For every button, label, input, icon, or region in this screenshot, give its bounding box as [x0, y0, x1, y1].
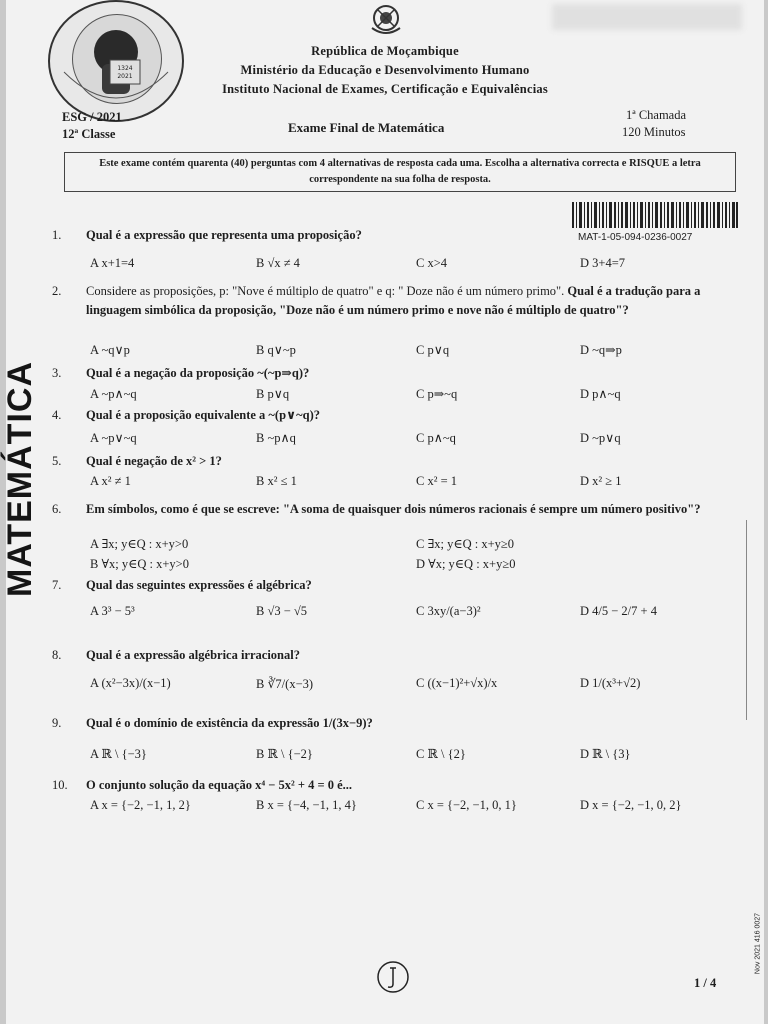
option-c[interactable]: C ∃x; y∈Q : x+y≥0 [416, 537, 515, 551]
national-emblem-icon [368, 2, 404, 38]
question-text: Qual é a tradução para a linguagem simbólica da proposição, "Doze não é um número primo e nove não é múltiplo de quatro"? [86, 284, 701, 317]
exam-duration: 120 Minutos [622, 125, 686, 139]
option-a[interactable]: A ~p∨~q [90, 431, 137, 445]
option-d[interactable]: D 3+4=7 [580, 256, 626, 270]
svg-text:2021: 2021 [117, 73, 133, 80]
republic-title: República de Moçambique [311, 44, 459, 58]
option-a[interactable]: A ∃x; y∈Q : x+y>0 [90, 537, 189, 551]
school-stamp [48, 0, 184, 122]
exam-title: Exame Final de Matemática [288, 120, 445, 135]
barcode-code: MAT-1-05-094-0236-0027 [578, 232, 693, 243]
page-number: 1 / 4 [694, 976, 717, 990]
margin-line [746, 520, 747, 720]
instructions-box [64, 152, 736, 192]
option-c[interactable]: C p⇒~q [416, 387, 458, 401]
option-b[interactable]: B x² ≤ 1 [256, 474, 297, 488]
option-a[interactable]: A 3³ − 5³ [90, 604, 135, 618]
option-c[interactable]: C ((x−1)²+√x)/x [416, 676, 498, 690]
subject-side-label: MATEMÁTICA [1, 361, 39, 597]
question-number: 5. [52, 454, 62, 468]
question-number: 6. [52, 502, 62, 516]
question-number: 9. [52, 716, 62, 730]
exam-page [1, 0, 764, 1024]
ministry-title: Ministério da Educação e Desenvolvimento Humano [240, 63, 530, 77]
institute-title: Instituto Nacional de Exames, Certificação e Equivalências [222, 82, 548, 96]
option-c[interactable]: C ℝ \ {2} [416, 747, 466, 761]
question-number: 4. [52, 408, 62, 422]
option-d[interactable]: D p∧~q [580, 387, 621, 401]
option-b[interactable]: B √3 − √5 [256, 604, 307, 618]
option-b[interactable]: B p∨q [256, 387, 290, 401]
question-text: Qual é negação de x² > 1? [86, 454, 222, 468]
question-number: 1. [52, 228, 62, 242]
option-a[interactable]: A x² ≠ 1 [90, 474, 131, 488]
option-d[interactable]: D ~p∨q [580, 431, 621, 445]
option-d[interactable]: D 4/5 − 2/7 + 4 [580, 604, 657, 618]
question-6 [52, 500, 752, 538]
question-2 [52, 282, 752, 342]
option-d[interactable]: D ℝ \ {3} [580, 747, 631, 761]
option-a[interactable]: A ℝ \ {−3} [90, 747, 147, 761]
question-number: 8. [52, 648, 62, 662]
option-c[interactable]: C p∧~q [416, 431, 456, 445]
stamp-figure-icon [50, 2, 182, 120]
edge-code: Nov 2021 416 0027 [754, 912, 762, 975]
option-c[interactable]: C p∨q [416, 343, 450, 357]
question-number: 7. [52, 578, 62, 592]
option-b[interactable]: B ℝ \ {−2} [256, 747, 313, 761]
question-number: 3. [52, 366, 62, 380]
option-c[interactable]: C x² = 1 [416, 474, 458, 488]
option-d[interactable]: D x = {−2, −1, 0, 2} [580, 798, 682, 812]
question-number: 2. [52, 284, 62, 298]
option-b[interactable]: B x = {−4, −1, 1, 4} [256, 798, 357, 812]
signature-icon [376, 960, 410, 994]
option-d[interactable]: D x² ≥ 1 [580, 474, 622, 488]
option-c[interactable]: C 3xy/(a−3)² [416, 604, 481, 618]
question-text: Qual é a expressão que representa uma proposição? [86, 228, 362, 242]
question-text: Qual é a expressão algébrica irracional? [86, 648, 300, 662]
question-text: Qual é a negação da proposição ~(~p⇒q)? [86, 366, 310, 380]
barcode-icon [572, 202, 738, 228]
option-c[interactable]: C x = {−2, −1, 0, 1} [416, 798, 517, 812]
option-a[interactable]: A x = {−2, −1, 1, 2} [90, 798, 191, 812]
option-b[interactable]: B ∛7/(x−3) [256, 677, 314, 691]
option-b[interactable]: B q∨~p [256, 343, 296, 357]
option-a[interactable]: A x+1=4 [90, 256, 135, 270]
question-number: 10. [52, 778, 68, 792]
question-text: Qual das seguintes expressões é algébrica? [86, 578, 312, 592]
option-a[interactable]: A ~p∧~q [90, 387, 137, 401]
exam-call: 1ª Chamada [626, 108, 687, 122]
question-text: Em símbolos, como é que se escreve: "A soma de quaisquer dois números racionais é sempre um número positivo"? [86, 502, 701, 516]
option-a[interactable]: A ~q∨p [90, 343, 130, 357]
option-b[interactable]: B √x ≠ 4 [256, 256, 300, 270]
option-d[interactable]: D 1/(x³+√2) [580, 676, 641, 690]
option-d[interactable]: D ~q⇒p [580, 343, 622, 357]
option-b[interactable]: B ~p∧q [256, 431, 296, 445]
question-text: O conjunto solução da equação x⁴ − 5x² + 4 = 0 é... [86, 778, 353, 792]
question-text-wrap [86, 282, 750, 320]
option-d[interactable]: D ∀x; y∈Q : x+y≥0 [416, 557, 516, 571]
question-intro: Considere as proposições, p: "Nove é múltiplo de quatro" e q: " Doze não é um número primo". [86, 284, 565, 298]
blurred-area [552, 4, 742, 30]
option-b[interactable]: B ∀x; y∈Q : x+y>0 [90, 557, 189, 571]
question-text: Qual é o domínio de existência da expressão 1/(3x−9)? [86, 716, 373, 730]
school-year: ESG / 2021 [62, 110, 122, 124]
option-c[interactable]: C x>4 [416, 256, 448, 270]
class-level: 12ª Classe [62, 127, 116, 141]
option-a[interactable]: A (x²−3x)/(x−1) [90, 676, 171, 690]
svg-text:1324: 1324 [117, 65, 133, 72]
instructions-text: Este exame contém quarenta (40) perguntas com 4 alternativas de resposta cada uma. Escolha a alternativa correcta e RISQUE a letra correspondente na sua folha de resposta. [99, 158, 701, 185]
edge-code-strip [748, 890, 768, 1010]
question-text: Qual é a proposição equivalente a ~(p∨~q)? [86, 408, 321, 422]
